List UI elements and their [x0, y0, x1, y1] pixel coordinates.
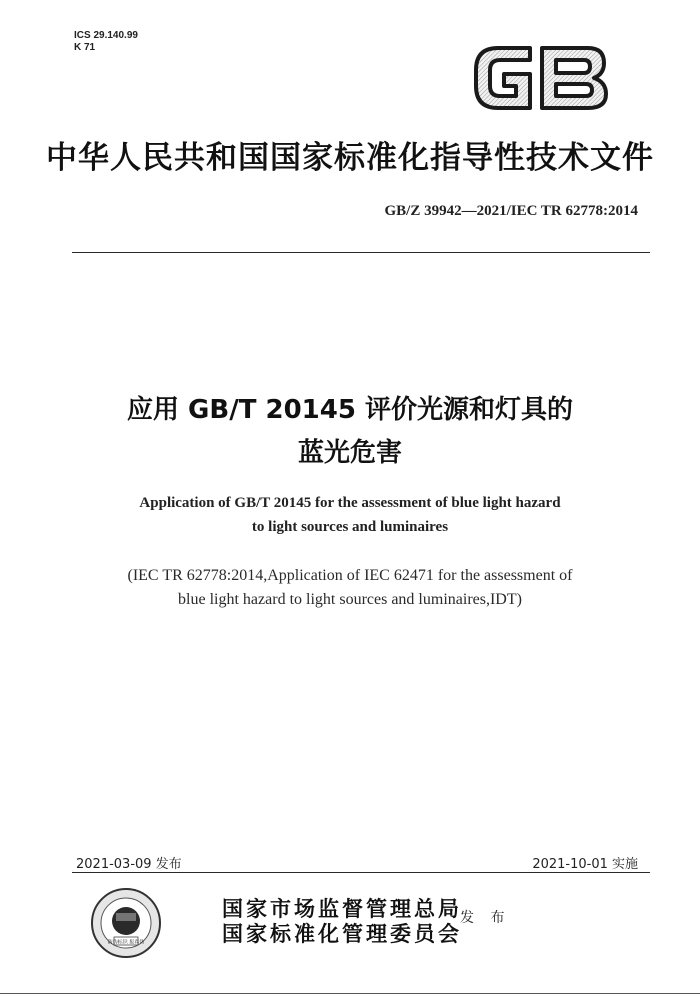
issuer-line-1: 国家市场监督管理总局: [222, 896, 462, 921]
chinese-title-line-1: 应用 GB/T 20145 评价光源和灯具的: [127, 395, 573, 425]
chinese-title-line-2: 蓝光危害: [297, 438, 402, 468]
iec-reference-line-1: (IEC TR 62778:2014,Application of IEC 62471 for the assessment of: [127, 567, 573, 584]
issue-date: 2021-03-09 发布: [76, 857, 182, 872]
issuer-line-2: 国家标准化管理委员会: [222, 921, 462, 946]
classification-codes: [74, 30, 138, 54]
english-title-line-1: Application of GB/T 20145 for the assessment of blue light hazard: [139, 495, 561, 511]
publish-label: 发 布: [460, 910, 511, 926]
anti-counterfeit-seal: [90, 887, 162, 959]
class-code: K 71: [74, 42, 96, 53]
english-title-line-2: to light sources and luminaires: [251, 519, 449, 535]
main-title: 中华人民共和国国家标准化指导性技术文件: [46, 140, 654, 176]
header-rule: [72, 252, 650, 253]
iec-reference-line-2: blue light hazard to light sources and luminaires,IDT): [178, 591, 522, 608]
ics-code: ICS 29.140.99: [74, 30, 138, 41]
standard-number: GB/Z 39942—2021/IEC TR 62778:2014: [384, 203, 638, 219]
page-bottom-edge: [0, 993, 700, 994]
seal-text: 防伪标识 报真伪: [107, 939, 145, 946]
gb-logo: [470, 42, 612, 114]
footer-rule: [72, 872, 650, 873]
implement-date: 2021-10-01 实施: [532, 857, 638, 872]
